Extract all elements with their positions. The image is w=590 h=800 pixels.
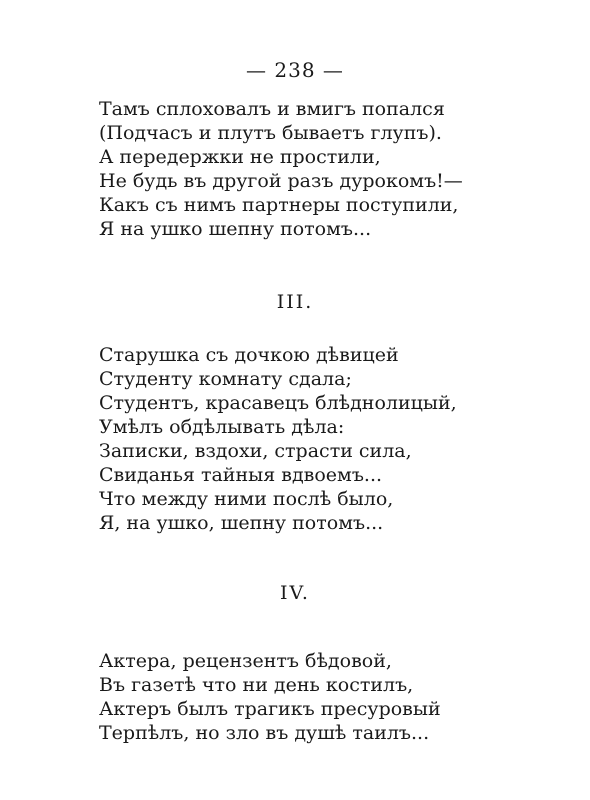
stanza-iv (99, 649, 441, 745)
verse-line: (Подчасъ и плутъ бываетъ глупъ). (99, 122, 442, 144)
verse-line: Актера, рецензентъ бѣдовой, (99, 650, 392, 672)
stanza-iii (99, 343, 457, 535)
verse-line: Умѣлъ обдѣлывать дѣла: (99, 416, 345, 438)
verse-line: Не будь въ другой разъ дурокомъ!— (99, 170, 463, 192)
section-heading-iii: III. (276, 291, 314, 313)
verse-line: Записки, вздохи, страсти сила, (99, 440, 412, 462)
verse-line: Актеръ былъ трагикъ пресуровый (99, 698, 441, 720)
verse-line: Какъ съ нимъ партнеры поступили, (99, 194, 459, 216)
verse-line: Я, на ушко, шепну потомъ... (99, 512, 384, 534)
verse-line: Студентъ, красавецъ блѣднолицый, (99, 392, 457, 414)
verse-line: Старушка съ дочкою дѣвицей (99, 344, 399, 366)
verse-line: Терпѣлъ, но зло въ душѣ таилъ... (99, 722, 430, 744)
section-heading-iv: IV. (280, 582, 310, 604)
verse-line: Студенту комнату сдала; (99, 368, 352, 390)
stanza-continued (99, 97, 463, 241)
verse-line: Свиданья тайныя вдвоемъ... (99, 464, 383, 486)
verse-line: Я на ушко шепну потомъ... (99, 218, 372, 240)
verse-line: А передержки не простили, (99, 146, 381, 168)
page-number: — 238 — (246, 58, 344, 82)
verse-line: Тамъ сплоховалъ и вмигъ попался (99, 98, 445, 120)
verse-line: Что между ними послѣ было, (99, 488, 394, 510)
verse-line: Въ газетѣ что ни день костилъ, (99, 674, 414, 696)
